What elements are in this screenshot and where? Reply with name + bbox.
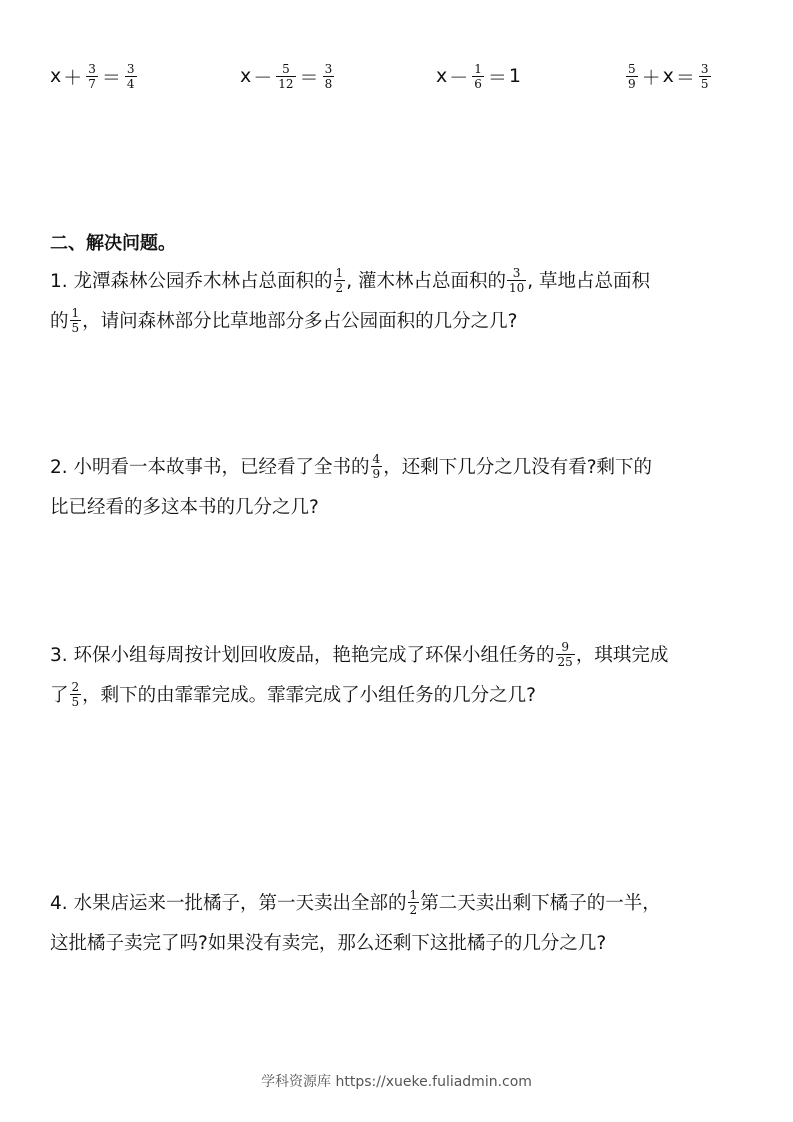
problem-text: ，琪琪完成	[575, 645, 669, 666]
problem-text: 2. 小明看一本故事书，已经看了全书的	[50, 457, 370, 478]
rhs-value: 1	[508, 65, 522, 87]
equals-sign: ＝	[299, 66, 319, 89]
problem-line	[50, 884, 750, 924]
equation-2	[240, 58, 336, 94]
fraction: $\frac{5}{12}$	[278, 61, 294, 91]
equation-3	[436, 58, 521, 94]
equation-1	[50, 58, 139, 94]
fraction: $\frac{1}{2}$	[409, 887, 418, 917]
operator: ＋	[63, 66, 83, 89]
problem-text: ，请问森林部分比草地部分多占公园面积的几分之几?	[82, 311, 518, 332]
fraction: $\frac{3}{4}$	[126, 61, 135, 91]
problem-text: 这批橘子卖完了吗?如果没有卖完，那么还剩下这批橘子的几分之几?	[50, 933, 607, 954]
fraction: $\frac{3}{10}$	[508, 265, 525, 295]
fraction: $\frac{9}{25}$	[557, 639, 573, 669]
fraction: $\frac{3}{7}$	[88, 61, 96, 91]
problem-text: 第二天卖出剩下橘子的一半，	[420, 893, 661, 914]
problem-2	[50, 448, 750, 528]
problem-line	[50, 488, 750, 528]
problem-1	[50, 262, 750, 342]
operator: －	[449, 66, 469, 89]
equals-sign: ＝	[675, 66, 695, 89]
fraction: $\frac{1}{5}$	[71, 305, 80, 335]
operator: －	[253, 66, 273, 89]
problem-text: 3. 环保小组每周按计划回收废品，艳艳完成了环保小组任务的	[50, 645, 555, 666]
variable: x	[662, 65, 674, 87]
fraction: $\frac{2}{5}$	[71, 679, 80, 709]
fraction: $\frac{5}{9}$	[628, 61, 636, 91]
variable: x	[50, 65, 62, 87]
equation-4	[624, 58, 713, 94]
problem-3	[50, 636, 750, 716]
footer-watermark: 学科资源库 https://xueke.fuliadmin.com	[261, 1074, 532, 1090]
fraction: $\frac{3}{5}$	[700, 61, 709, 91]
problem-line	[50, 448, 750, 488]
operator: ＋	[641, 66, 661, 89]
equals-sign: ＝	[101, 66, 121, 89]
problem-line	[50, 636, 750, 676]
problem-line	[50, 302, 750, 342]
problem-text: 比已经看的多这本书的几分之几?	[50, 497, 319, 518]
fraction: $\frac{1}{2}$	[335, 265, 344, 295]
problem-line	[50, 924, 750, 964]
equals-sign: ＝	[487, 66, 507, 89]
problem-text: 了	[50, 685, 69, 706]
variable: x	[436, 65, 448, 87]
problem-4	[50, 884, 750, 964]
section-title: 二、解决问题。	[50, 233, 176, 254]
problem-line	[50, 262, 750, 302]
problem-text: ，还剩下几分之几没有看?剩下的	[383, 457, 653, 478]
problem-text: 1. 龙潭森林公园乔木林占总面积的	[50, 271, 333, 292]
fraction: $\frac{3}{8}$	[324, 61, 333, 91]
variable: x	[240, 65, 252, 87]
fraction: $\frac{4}{9}$	[372, 451, 381, 481]
problem-text: 4. 水果店运来一批橘子，第一天卖出全部的	[50, 893, 407, 914]
problem-text: ，剩下的由霏霏完成。霏霏完成了小组任务的几分之几?	[82, 685, 536, 706]
problem-text: , 灌木林占总面积的	[346, 271, 506, 292]
problem-text: , 草地占总面积	[527, 271, 650, 292]
fraction: $\frac{1}{6}$	[474, 61, 482, 91]
problem-text: 的	[50, 311, 69, 332]
problem-line	[50, 676, 750, 716]
